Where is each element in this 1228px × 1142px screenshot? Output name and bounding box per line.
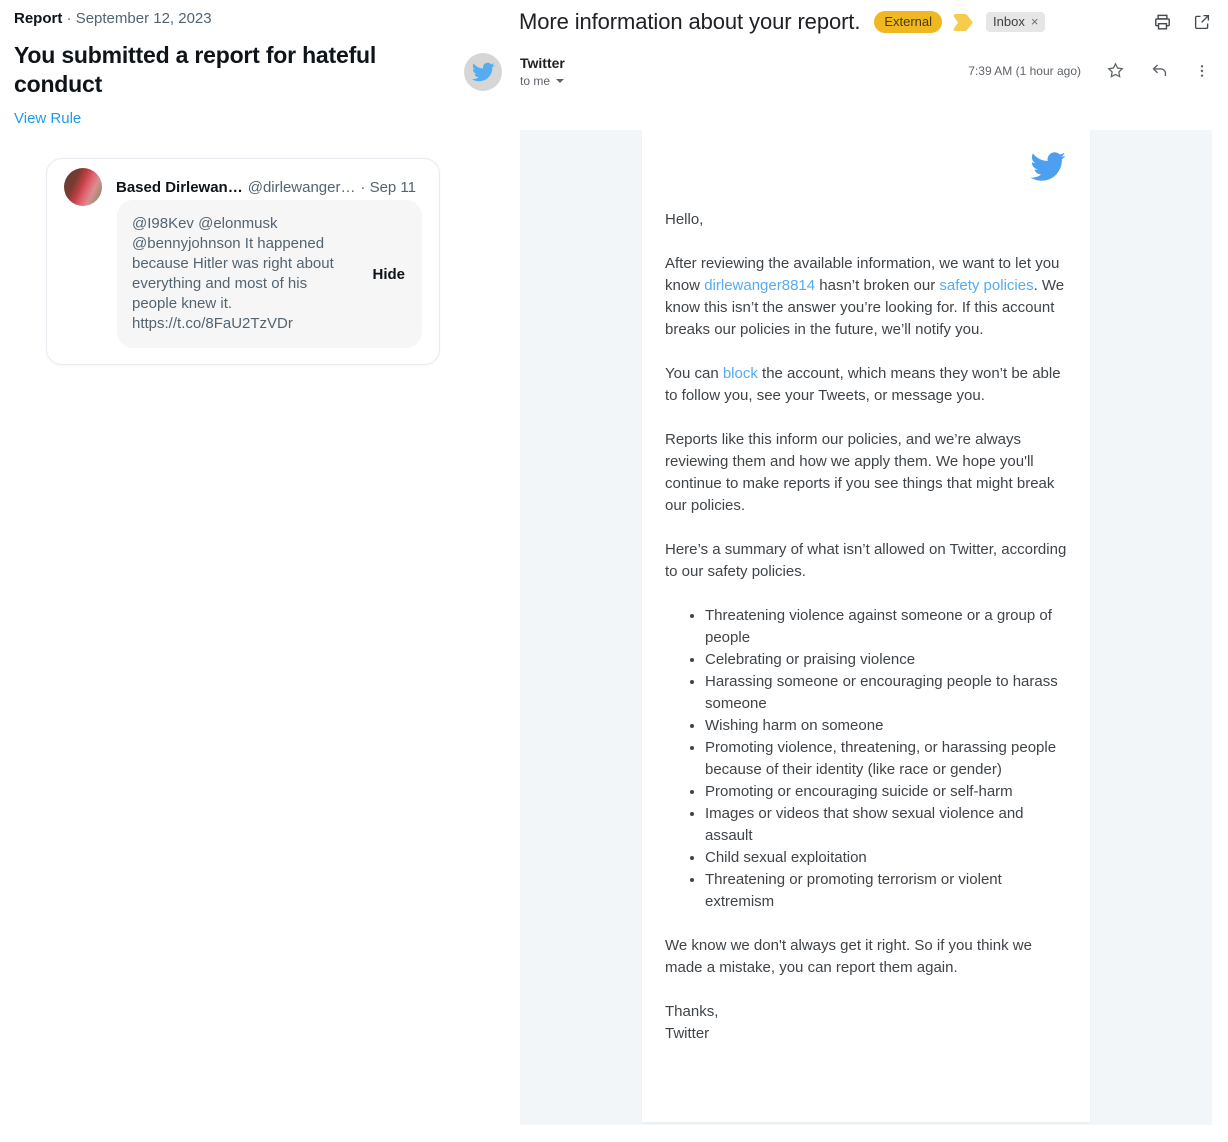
policy-item: • Wishing harm on someone — [705, 715, 1068, 737]
closing-text: Thanks, — [665, 1003, 719, 1020]
policy-item: • Child sexual exploitation — [705, 847, 1068, 869]
meta-separator: · — [66, 10, 72, 27]
signature-block — [665, 1001, 1068, 1045]
p2-text-b: the account, which means they won’t be able to follow you, see your Tweets, or message you. — [665, 365, 1061, 404]
tweet-text: @I98Kev @elonmusk @bennyjohnson It happened because Hitler was right about everything and most of his people knew it. https://t.co/8FaU2TzVDr — [132, 215, 334, 332]
show-details-caret-icon[interactable] — [556, 79, 564, 83]
email-body-background — [520, 130, 1212, 1125]
print-icon[interactable] — [1153, 13, 1172, 32]
view-rule-link[interactable]: View Rule — [14, 110, 82, 127]
paragraph-mistake: We know we don't always get it right. So if you think we made a mistake, you can report them again. — [665, 937, 1032, 976]
policy-item: • Threatening or promoting terrorism or violent extremism — [705, 869, 1068, 913]
block-link[interactable]: block — [722, 365, 758, 382]
p1-text-b: hasn’t broken our — [815, 277, 940, 294]
paragraph-review-result — [665, 253, 1068, 341]
email-body-text — [665, 209, 1068, 1045]
policy-item: • Promoting violence, threatening, or harassing people because of their identity (like race or gender) — [705, 737, 1068, 781]
p1-text: After reviewing the available information, we want to let you know — [665, 255, 1060, 294]
paragraph-summary-intro: Here’s a summary of what isn’t allowed on Twitter, according to our safety policies. — [665, 541, 1067, 580]
inbox-label-remove-icon[interactable]: × — [1030, 14, 1039, 29]
tweet-date — [360, 179, 422, 196]
policy-item: • Celebrating or praising violence — [705, 649, 1068, 671]
sender-name: Twitter — [520, 55, 565, 71]
p1-text-c: . We know this isn’t the answer you’re looking for. If this account breaks our policies in the future, we’ll notify you. — [665, 277, 1065, 338]
tweet-date-value: Sep 11 — [369, 178, 416, 196]
message-actions — [968, 53, 1210, 80]
policy-item: • Promoting or encouraging suicide or self-harm — [705, 781, 1068, 803]
signature-text: Twitter — [665, 1025, 710, 1042]
recipient-row — [520, 74, 565, 88]
subject-actions — [1153, 13, 1211, 32]
star-icon[interactable] — [1106, 61, 1125, 80]
reported-tweet-card — [46, 158, 440, 365]
sender-row — [455, 35, 1228, 91]
tweet-date-separator: · — [360, 178, 366, 196]
email-body-card — [642, 130, 1090, 1122]
paragraph-reports-inform: Reports like this inform our policies, and we’re always reviewing them and how we apply them. We hope you'll continue to make reports if you see things that might break our policies. — [665, 431, 1055, 514]
open-in-new-window-icon[interactable] — [1193, 13, 1211, 31]
recipient-label: to me — [520, 74, 551, 88]
safety-policies-link[interactable]: safety policies — [939, 277, 1034, 294]
sender-info — [520, 53, 565, 88]
more-options-icon[interactable] — [1194, 63, 1210, 79]
reported-account-link[interactable]: dirlewanger8814 — [704, 277, 816, 294]
sender-avatar[interactable] — [464, 53, 502, 91]
tweet-author-name[interactable]: Based Dirlewan… — [116, 178, 243, 196]
gmail-panel — [455, 0, 1228, 1142]
email-subject: More information about your report. — [519, 9, 861, 34]
twitter-logo-icon — [665, 148, 1068, 185]
policy-item: • Images or videos that show sexual violence and assault — [705, 803, 1068, 847]
policy-item: • Threatening violence against someone or a group of people — [705, 605, 1068, 649]
p2-text: You can — [665, 365, 723, 382]
report-label: Report — [14, 10, 63, 27]
important-marker-icon — [953, 14, 974, 31]
paragraph-block — [665, 363, 1068, 407]
hide-button[interactable]: Hide — [372, 265, 405, 283]
report-title: You submitted a report for hateful conduct — [14, 42, 377, 97]
inbox-label: Inbox — [993, 14, 1025, 29]
tweet-author-handle[interactable]: @dirlewanger… — [247, 178, 356, 196]
tweet-nameline — [116, 179, 422, 196]
greeting: Hello, — [665, 211, 704, 228]
policy-item: • Harassing someone or encouraging people to harass someone — [705, 671, 1068, 715]
tweet-author-avatar[interactable] — [64, 168, 102, 206]
inbox-label-chip[interactable] — [986, 12, 1045, 32]
report-breadcrumb — [0, 0, 460, 27]
tweet-content-box — [117, 200, 422, 348]
email-timestamp: 7:39 AM (1 hour ago) — [968, 63, 1081, 78]
external-badge: External — [874, 11, 942, 33]
report-panel — [0, 0, 460, 1142]
subject-row — [455, 0, 1228, 35]
reply-icon[interactable] — [1150, 61, 1169, 80]
policy-list — [665, 605, 1068, 913]
report-date: September 12, 2023 — [75, 10, 212, 27]
